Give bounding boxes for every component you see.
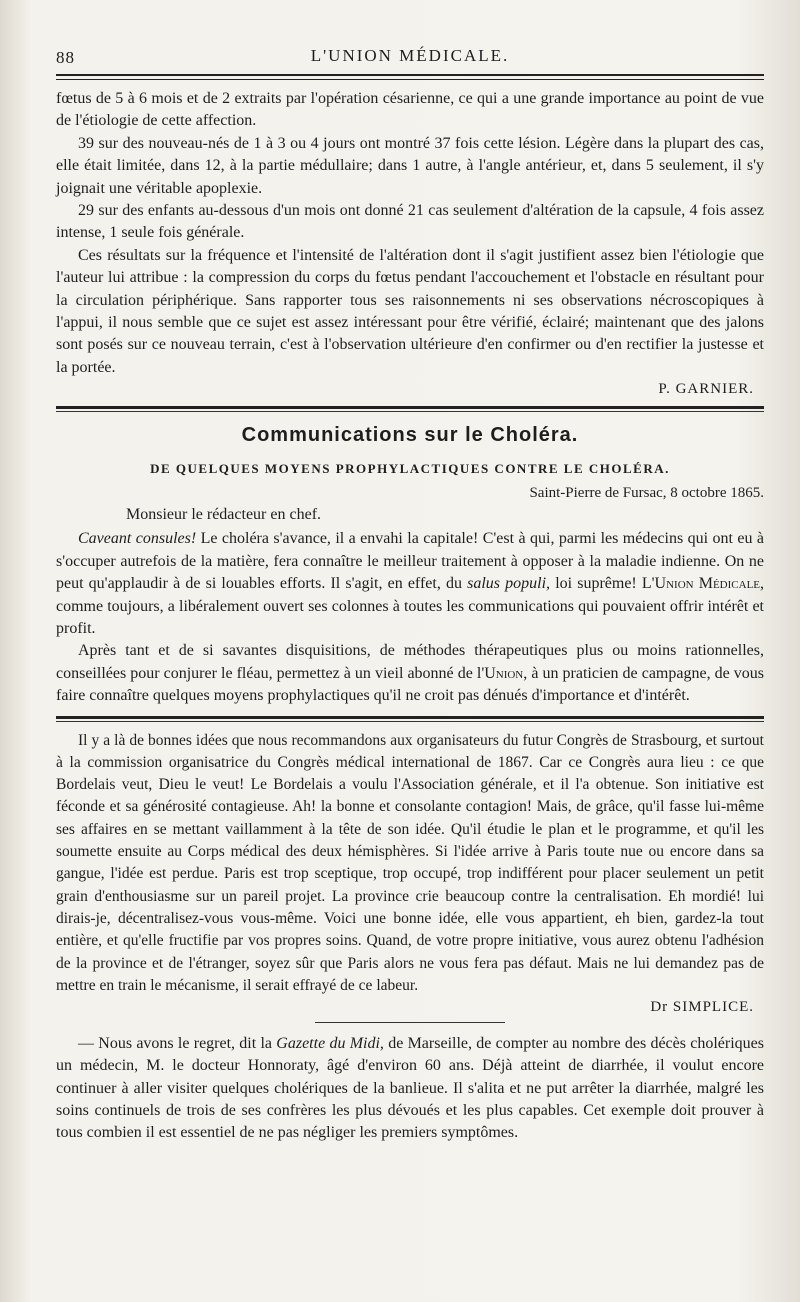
- paragraph: Ces résultats sur la fréquence et l'intensité de l'altération dont il s'agit justifient assez bien l'étiologie que l'auteur lui attribue : la compression du corps du fœtus pendant l'accouchement et l'obstacle en résultant pour la circulation périphérique. Sans rapporter tous ses raisonnements ni ses observations nécroscopiques à l'appui, il nous semble que ce sujet est assez intéressant pour être vérifié, éclairé; maintenant que des jalons sont posés sur ce nouveau terrain, c'est à l'observation ultérieure d'en confirmer ou d'en rectifier la justesse et la portée.: [56, 246, 764, 376]
- text-run: comme toujours, a libéralement ouvert ses colonnes à toutes les communications qui pouvaient offrir intérêt et profit.: [56, 597, 764, 637]
- paragraph: 29 sur des enfants au-dessous d'un mois ont donné 21 cas seulement d'altération de la capsule, 4 fois assez intense, 1 seule fois générale.: [56, 202, 764, 242]
- journal-name: L'Union Médicale,: [641, 575, 765, 593]
- journal-name: Union,: [484, 664, 528, 682]
- subsection-title: DE QUELQUES MOYENS PROPHYLACTIQUES CONTRE LE CHOLÉRA.: [150, 461, 670, 477]
- text-run: de Marseille, de compter au nombre des décès cholériques un médecin, M. le docteur Honnoraty, âgé d'environ 60 ans. Déjà atteint de diarrhée, il voulut encore continuer à aller visiter quelques cholériques de la banlieue. Il s'alita et ne put arrêter la diarrhée, malgré les soins continuels de trois de ses confrères les plus dévoués et les plus capables. Cet exemple doit prouver à tous combien il est essentiel de ne pas négliger les premiers symptômes.: [56, 1035, 765, 1141]
- signature-garnier: P. GARNIER.: [658, 381, 754, 398]
- page-number: 88: [56, 48, 75, 67]
- italic-phrase: Caveant consules!: [78, 530, 197, 548]
- editorial-paragraph: Il y a là de bonnes idées que nous recommandons aux organisateurs du futur Congrès de Strasbourg, et surtout à la commission organisatrice du Congrès médical international de 1867. Car ce Congrès aura lieu : ce que Bordelais veut, Dieu le veut! Le Bordelais a voulu l'Association générale, et il l'a obtenue. Son initiative est féconde et sa générosité contagieuse. Ah! la bonne et consolante contagion! Mais, de grâce, qu'il fasse lui-même ses affaires en se mettant vaillamment à la tête de son idée. Qu'il étudie le plan et le programme, et qu'il les soumette ensuite au Corps médical des deux hémisphères. Si l'idée arrive à Paris toute nue ou encore dans sa gangue, l'idée est perdue. Paris est trop sceptique, trop occupé, trop indifférent pour placer seulement un petit grain d'enthousiasme sur un pareil projet. La province crie beaucoup contre la centralisation. Eh mordié! lui dirais-je, décentralisez-vous vous-même. Voici une bonne idée, elle vous appartient, eh bien, gardez-la tout entière, et qu'elle fructifie par vos propres soins. Quand, de votre propre initiative, vous aurez obtenu l'adhésion de la province et de l'étranger, soyez sûr que Paris alors ne vous fera pas défaut. Mais ne lui demandez pas de mettre en train le mécanisme, il serait effrayé de ce labeur.: [56, 731, 764, 994]
- letter-paragraph: [56, 640, 764, 707]
- editorial-rule: [56, 716, 764, 722]
- signature-simplice: Dr SIMPLICE.: [650, 999, 754, 1016]
- paragraph: fœtus de 5 à 6 mois et de 2 extraits par l'opération césarienne, ce qui a une grande importance au point de vue de l'étiologie de cette affection.: [56, 90, 764, 130]
- dateline: Saint-Pierre de Fursac, 8 octobre 1865.: [529, 485, 764, 502]
- news-paragraph: [56, 1033, 764, 1144]
- letter-paragraph: [56, 528, 764, 640]
- article-adrenal-lesions: [56, 88, 764, 398]
- section-title: Communications sur le Choléra.: [241, 424, 579, 447]
- salutation: Monsieur le rédacteur en chef.: [126, 506, 322, 524]
- section-rule: [56, 406, 764, 412]
- news-item: [56, 1033, 764, 1144]
- running-head: [56, 42, 764, 72]
- cholera-section: [56, 424, 764, 707]
- separator-rule: [315, 1022, 505, 1023]
- text-run: à un praticien de campagne, de vous faire connaître quelques moyens prophylactiques qu'il ne croit pas dénués d'importance et d'intérêt.: [56, 664, 764, 705]
- text-run: loi suprême!: [550, 575, 642, 593]
- journal-title: L'UNION MÉDICALE.: [310, 46, 510, 65]
- paragraph: 39 sur des nouveau-nés de 1 à 3 ou 4 jours ont montré 37 fois cette lésion. Légère dans la plupart des cas, elle était limitée, dans 12, à la partie médullaire; dans 1 autre, à l'angle antérieur, et, dans 5 seulement, il s'y joignait une véritable apoplexie.: [56, 134, 764, 197]
- header-rule: [56, 74, 764, 80]
- editorial-note: [56, 730, 764, 1017]
- italic-source: Gazette du Midi,: [276, 1035, 384, 1053]
- italic-phrase: salus populi,: [467, 575, 551, 593]
- text-run: — Nous avons le regret, dit la: [78, 1035, 277, 1053]
- text-run: Après tant et de si savantes disquisitions, de méthodes thérapeutiques plus ou moins rationnelles, conseillées pour conjurer le fléau, permettez à un vieil abonné de l': [56, 642, 764, 682]
- text-run: Le choléra s'avance, il a envahi la capitale! C'est à qui, parmi les médecins qui ont eu à s'occuper autrefois de la matière, fera connaître le meilleur traitement à opposer à la maladie indienne. On ne peut qu'applaudir à de si louables efforts. Il s'agit, en effet, du: [56, 530, 765, 593]
